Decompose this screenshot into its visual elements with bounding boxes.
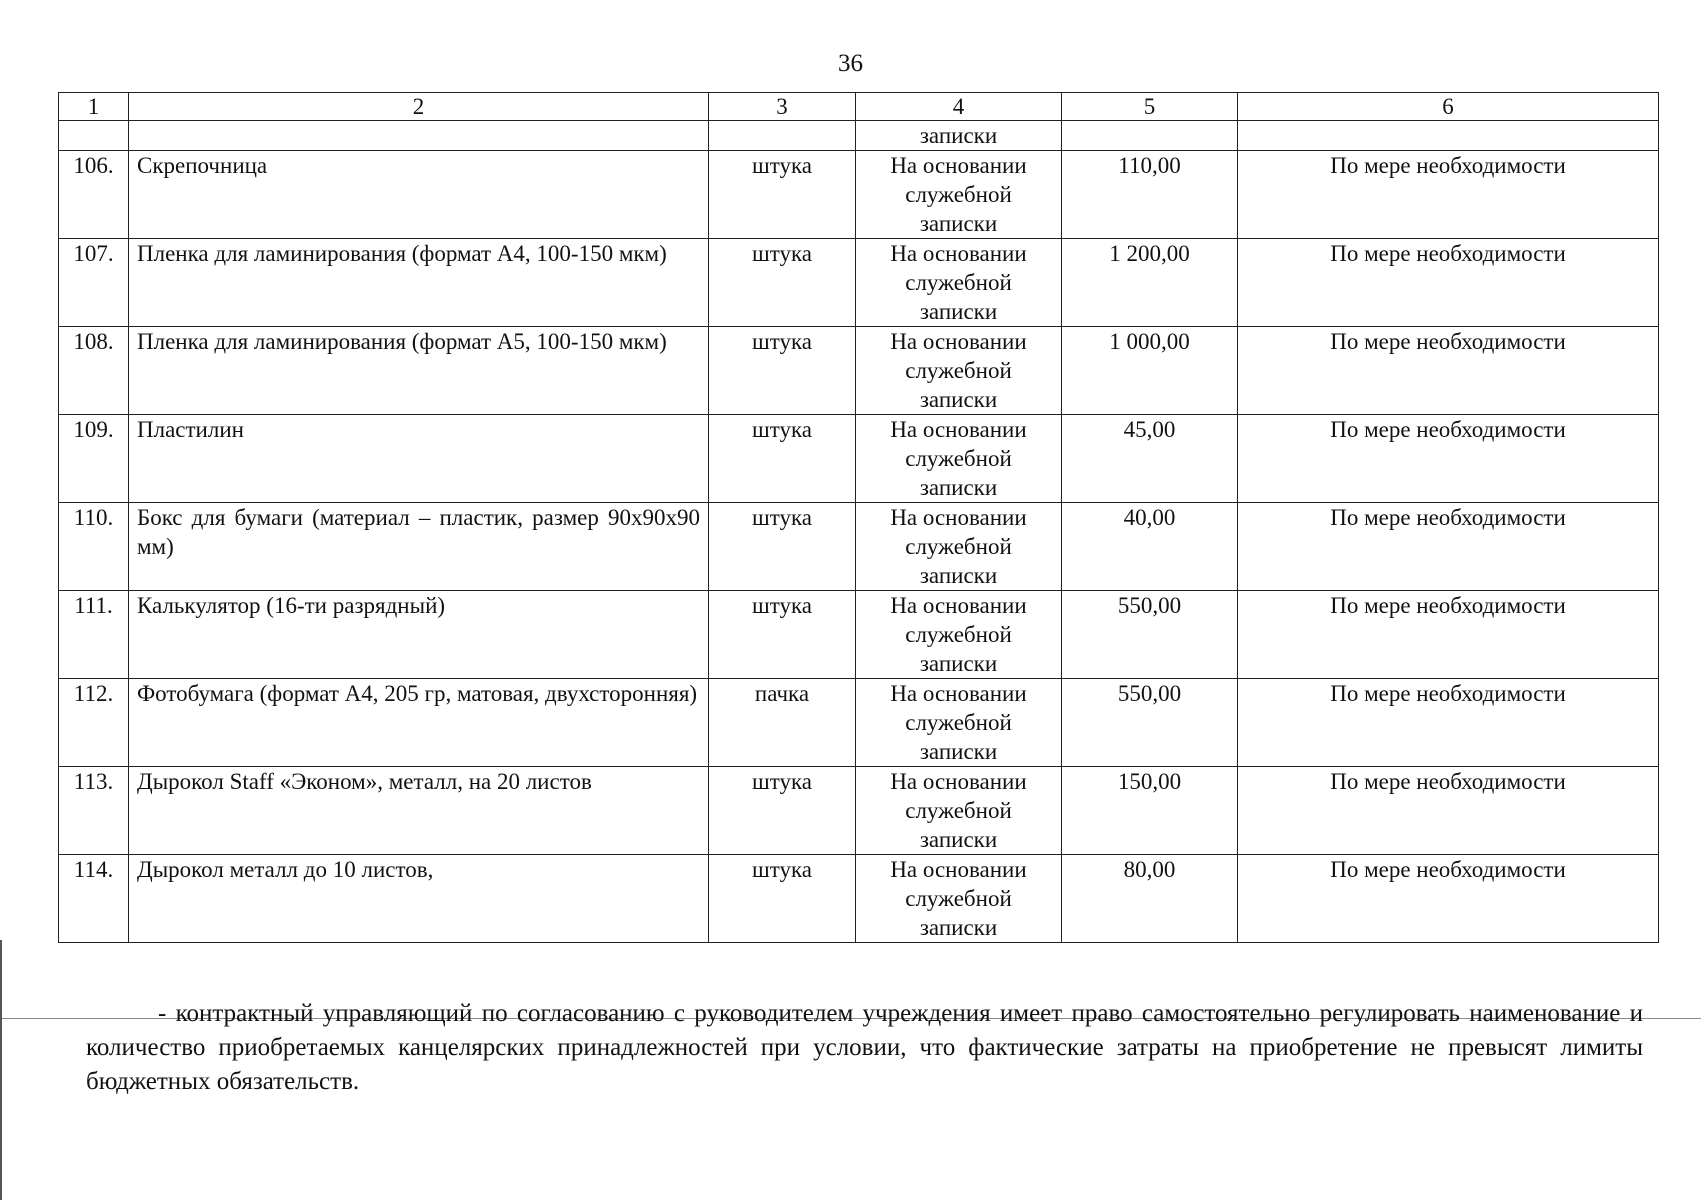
item-price: 45,00 — [1062, 415, 1238, 503]
item-unit: штука — [709, 239, 856, 327]
item-frequency: По мере необходимости — [1238, 591, 1659, 679]
item-basis: На основании служебной записки — [856, 679, 1062, 767]
table-cell — [59, 121, 129, 151]
item-frequency: По мере необходимости — [1238, 415, 1659, 503]
item-frequency: По мере необходимости — [1238, 503, 1659, 591]
row-number: 113. — [59, 767, 129, 855]
table-row — [59, 239, 1659, 327]
item-basis: На основании служебной записки — [856, 327, 1062, 415]
item-frequency: По мере необходимости — [1238, 855, 1659, 943]
item-name: Дырокол металл до 10 листов, — [129, 855, 709, 943]
table-cell: записки — [856, 121, 1062, 151]
item-basis: На основании служебной записки — [856, 503, 1062, 591]
item-name: Пленка для ламинирования (формат А5, 100-150 мкм) — [129, 327, 709, 415]
row-number: 108. — [59, 327, 129, 415]
item-basis: На основании служебной записки — [856, 855, 1062, 943]
table-row — [59, 767, 1659, 855]
row-number: 110. — [59, 503, 129, 591]
table-row — [59, 855, 1659, 943]
item-unit: штука — [709, 503, 856, 591]
row-number: 106. — [59, 151, 129, 239]
column-header: 4 — [856, 93, 1062, 121]
column-header: 5 — [1062, 93, 1238, 121]
table-row — [59, 679, 1659, 767]
item-unit: штука — [709, 327, 856, 415]
item-unit: штука — [709, 591, 856, 679]
item-price: 1 200,00 — [1062, 239, 1238, 327]
item-basis: На основании служебной записки — [856, 415, 1062, 503]
item-name: Фотобумага (формат А4, 205 гр, матовая, двухсторонняя) — [129, 679, 709, 767]
row-number: 114. — [59, 855, 129, 943]
row-number: 112. — [59, 679, 129, 767]
item-price: 80,00 — [1062, 855, 1238, 943]
table-row — [59, 503, 1659, 591]
scan-artifact-edge — [0, 940, 2, 1200]
item-frequency: По мере необходимости — [1238, 679, 1659, 767]
item-frequency: По мере необходимости — [1238, 767, 1659, 855]
item-unit: штука — [709, 415, 856, 503]
table-row — [59, 415, 1659, 503]
item-price: 150,00 — [1062, 767, 1238, 855]
item-basis: На основании служебной записки — [856, 239, 1062, 327]
row-number: 111. — [59, 591, 129, 679]
table-row — [59, 327, 1659, 415]
item-name: Пластилин — [129, 415, 709, 503]
item-frequency: По мере необходимости — [1238, 151, 1659, 239]
item-price: 110,00 — [1062, 151, 1238, 239]
table-cell — [129, 121, 709, 151]
supplies-table — [58, 92, 1659, 943]
item-frequency: По мере необходимости — [1238, 327, 1659, 415]
item-unit: штука — [709, 151, 856, 239]
item-price: 550,00 — [1062, 591, 1238, 679]
item-name: Скрепочница — [129, 151, 709, 239]
row-number: 109. — [59, 415, 129, 503]
item-unit: пачка — [709, 679, 856, 767]
item-unit: штука — [709, 855, 856, 943]
item-basis: На основании служебной записки — [856, 591, 1062, 679]
item-basis: На основании служебной записки — [856, 767, 1062, 855]
table-cell — [1238, 121, 1659, 151]
column-header: 6 — [1238, 93, 1659, 121]
table-cell — [1062, 121, 1238, 151]
item-name: Калькулятор (16-ти разрядный) — [129, 591, 709, 679]
table-header-row — [59, 93, 1659, 121]
table-row — [59, 591, 1659, 679]
table-cell — [709, 121, 856, 151]
table-row — [59, 151, 1659, 239]
item-name: Бокс для бумаги (материал – пластик, размер 90х90х90 мм) — [129, 503, 709, 591]
row-number: 107. — [59, 239, 129, 327]
column-header: 1 — [59, 93, 129, 121]
item-frequency: По мере необходимости — [1238, 239, 1659, 327]
note-paragraph: - контрактный управляющий по согласованию с руководителем учреждения имеет право самостоятельно регулировать наименование и количество приобретаемых канцелярских принадлежностей при условии, что фактические затраты на приобретение не превысят лимиты бюджетных обязательств. — [86, 1000, 1643, 1095]
item-unit: штука — [709, 767, 856, 855]
item-name: Пленка для ламинирования (формат А4, 100-150 мкм) — [129, 239, 709, 327]
column-header: 2 — [129, 93, 709, 121]
item-price: 1 000,00 — [1062, 327, 1238, 415]
continuation-row — [59, 121, 1659, 151]
column-header: 3 — [709, 93, 856, 121]
item-basis: На основании служебной записки — [856, 151, 1062, 239]
item-name: Дырокол Staff «Эконом», металл, на 20 листов — [129, 767, 709, 855]
item-price: 550,00 — [1062, 679, 1238, 767]
page-number: 36 — [838, 50, 863, 77]
item-price: 40,00 — [1062, 503, 1238, 591]
